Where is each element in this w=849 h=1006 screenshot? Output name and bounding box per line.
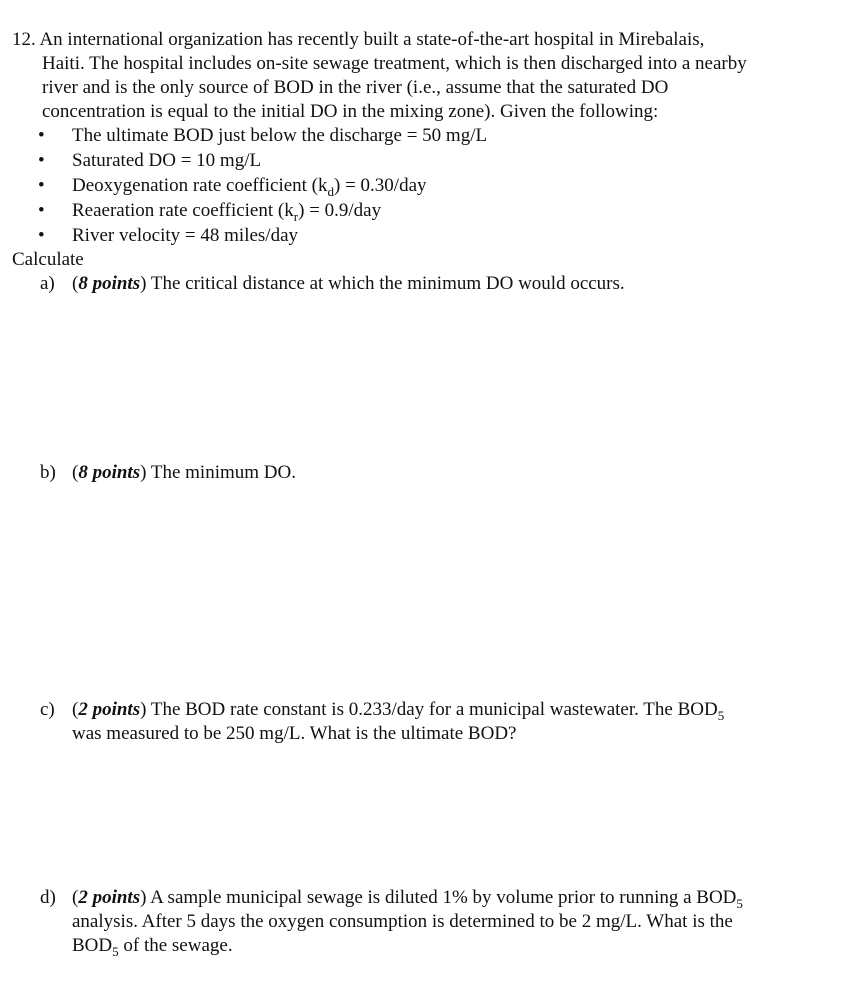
question-line-3: river and is the only source of BOD in the river (i.e., assume that the saturated DO: [42, 77, 669, 98]
question-number: 12.: [12, 29, 36, 50]
part-c-label: c): [40, 699, 55, 720]
part-b-points: 8 points: [78, 462, 141, 483]
part-b-text: The minimum DO.: [146, 462, 296, 483]
part-d-line-3: $BOD_5$ of the sewage.: [72, 935, 233, 959]
part-b-label: b): [40, 462, 56, 483]
part-d: d) (2 points) A sample municipal sewage is diluted 1% by volume prior to running a $BOD_5$ analysis. After 5 days the oxygen consumption is determined to be 2 mg/L. What is the $BOD_5$ of the sewage.: [40, 887, 743, 959]
calculate-label: Calculate: [12, 249, 84, 270]
question-line-1: 12. An international organization has recently built a state-of-the-art hospital in Mirebalais,: [12, 29, 705, 50]
given-deoxygenation-rate: • Deoxygenation rate coefficient $(k_d) = 0.30/day$: [38, 175, 427, 199]
part-a-label: a): [40, 273, 55, 294]
question-12-statement: [12, 28, 832, 124]
bullet-icon: •: [38, 150, 45, 171]
bullet-icon: •: [38, 125, 45, 146]
given-river-velocity: • River velocity = 48 miles/day: [38, 225, 299, 246]
given-ultimate-bod: • The ultimate BOD just below the discharge = 50 mg/L: [38, 125, 488, 146]
given-reaeration-rate: • Reaeration rate coefficient $(k_r) = 0.9/day$: [38, 200, 382, 224]
bullet-icon: •: [38, 200, 45, 221]
question-line-2: Haiti. The hospital includes on-site sewage treatment, which is then discharged into a nearby: [42, 53, 747, 74]
question-line-4: concentration is equal to the initial DO in the mixing zone). Given the following:: [42, 101, 659, 122]
part-a-points: 8 points: [78, 273, 141, 294]
part-c-points: 2 points: [78, 699, 141, 720]
part-a: a) (8 points) The critical distance at which the minimum DO would occurs.: [40, 273, 625, 294]
part-d-points: 2 points: [78, 887, 141, 908]
part-c: c) (2 points) The BOD rate constant is 0.233/day for a municipal wastewater. The $BOD_5$ was measured to be 250 mg/L. What is the ultimate BOD?: [40, 699, 725, 744]
bullet-icon: •: [38, 175, 45, 196]
part-b: b) (8 points) The minimum DO.: [40, 462, 296, 483]
part-d-label: d): [40, 887, 56, 908]
given-list: [38, 124, 487, 249]
part-c-line-2: was measured to be 250 mg/L. What is the ultimate BOD?: [72, 723, 517, 744]
part-d-line-2: analysis. After 5 days the oxygen consumption is determined to be 2 mg/L. What is the: [72, 911, 733, 932]
bullet-icon: •: [38, 225, 45, 246]
part-a-text: The critical distance at which the minimum DO would occurs.: [146, 273, 625, 294]
given-saturated-do: • Saturated DO = 10 mg/L: [38, 150, 262, 171]
